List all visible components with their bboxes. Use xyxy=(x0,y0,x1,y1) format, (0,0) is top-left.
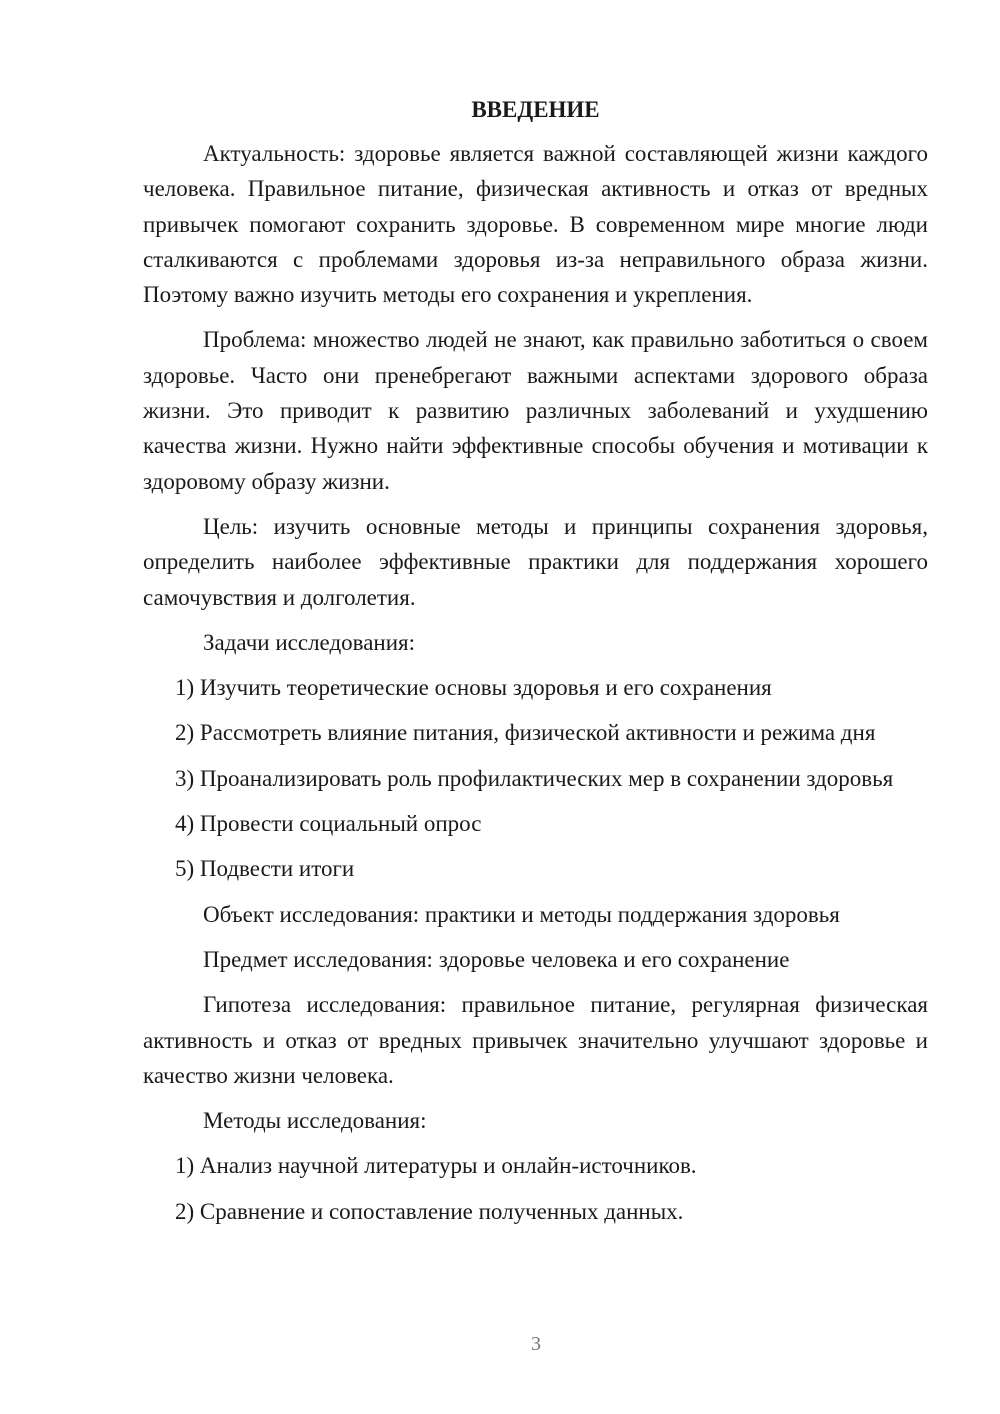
page-number: 3 xyxy=(531,1333,541,1355)
task-item-4: 4) Провести социальный опрос xyxy=(175,811,482,837)
problem-paragraph: Проблема: множество людей не знают, как правильно заботиться о своем здоровье. Часто они пренебрегают важными аспектами здорового образа жизни. Это приводит к развитию различных заболеваний и ухудшению качества жизни. Нужно найти эффективные способы обучения и мотивации к здоровому образу жизни. xyxy=(143,327,928,494)
research-object: Объект исследования: практики и методы поддержания здоровья xyxy=(203,901,840,927)
section-heading: ВВЕДЕНИЕ xyxy=(471,97,600,122)
research-subject: Предмет исследования: здоровье человека и его сохранение xyxy=(203,946,790,972)
methods-label: Методы исследования: xyxy=(203,1108,427,1134)
task-item-3: 3) Проанализировать роль профилактических мер в сохранении здоровья xyxy=(175,765,894,791)
method-item-1: 1) Анализ научной литературы и онлайн-источников. xyxy=(175,1153,697,1179)
goal-paragraph: Цель: изучить основные методы и принципы сохранения здоровья, определить наиболее эффективные практики для поддержания хорошего самочувствия и долголетия. xyxy=(143,513,928,610)
method-item-2: 2) Сравнение и сопоставление полученных данных. xyxy=(175,1198,684,1224)
relevance-paragraph: Актуальность: здоровье является важной составляющей жизни каждого человека. Правильное питание, физическая активность и отказ от вредных привычек помогают сохранить здоровье. В современном мире многие люди сталкиваются с проблемами здоровья из-за неправильного образа жизни. Поэтому важно изучить методы его сохранения и укрепления. xyxy=(143,141,928,308)
task-item-2: 2) Рассмотреть влияние питания, физической активности и режима дня xyxy=(175,720,876,746)
hypothesis-paragraph: Гипотеза исследования: правильное питание, регулярная физическая активность и отказ от вредных привычек значительно улучшают здоровье и качество жизни человека. xyxy=(143,992,928,1088)
task-item-5: 5) Подвести итоги xyxy=(175,856,355,882)
tasks-label: Задачи исследования: xyxy=(203,629,416,655)
document-body xyxy=(143,92,928,1239)
task-item-1: 1) Изучить теоретические основы здоровья и его сохранения xyxy=(175,675,772,701)
